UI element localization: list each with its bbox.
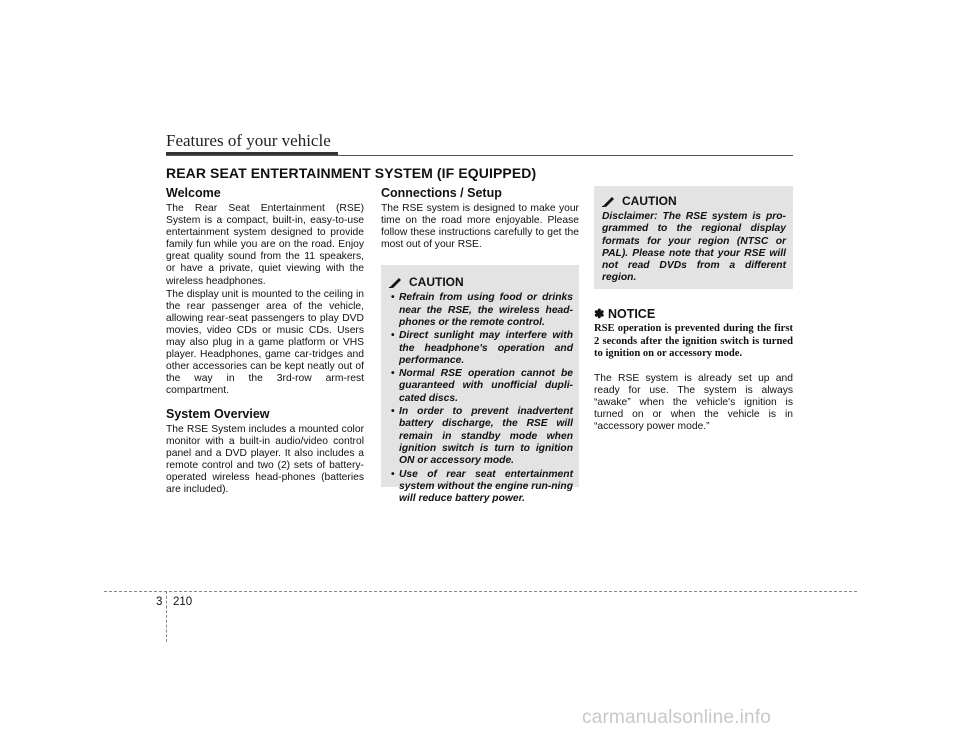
- chapter-number: 3: [156, 596, 163, 608]
- column-2: [381, 186, 579, 505]
- overview-heading: System Overview: [166, 406, 270, 421]
- notice-block: [594, 306, 793, 361]
- column-1: [166, 186, 364, 496]
- caution-item: • Use of rear seat entertainment system without the engine run-ning will reduce battery power.: [389, 469, 573, 506]
- caution-item: • In order to prevent inadvertent battery discharge, the RSE will remain in standby mode when ignition switch is turn to ignition ON or accessory mode.: [389, 406, 573, 467]
- column-3: [594, 186, 793, 433]
- overview-paragraph: The RSE System includes a mounted color monitor with a built-in audio/video control panel and a DVD player. It also includes a remote control and two (2) sets of battery-operated wireless head-phones (batteries are included).: [166, 423, 364, 495]
- caution-header-2: [602, 194, 786, 208]
- caution-box-2: [594, 186, 793, 289]
- caution-item: • Direct sunlight may interfere with the headphone's operation and performance.: [389, 330, 573, 367]
- pencil-icon: [602, 195, 616, 207]
- caution-item: • Normal RSE operation cannot be guaranteed with unofficial dupli-cated discs.: [389, 368, 573, 405]
- welcome-heading: Welcome: [166, 186, 221, 200]
- footer-rule: [104, 591, 857, 592]
- setup-heading: Connections / Setup: [381, 186, 502, 200]
- caution-label-2: CAUTION: [622, 194, 677, 208]
- notice-text: RSE operation is prevented during the first 2 seconds after the ignition switch is turned to ignition on or accessory mode.: [594, 323, 793, 360]
- pencil-icon: [389, 276, 403, 288]
- caution-header-1: [389, 275, 573, 289]
- caution-item: • Refrain from using food or drinks near the RSE, the wireless head-phones or the remote control.: [389, 292, 573, 329]
- caution-box-1: [381, 265, 579, 505]
- welcome-paragraph-1: The Rear Seat Entertainment (RSE) System is a compact, built-in, easy-to-use entertainment system designed to provide family fun while you are on the road. Enjoy great quality sound from the 11 speakers, or have a private, quiet viewing with the wireless headphones.: [166, 203, 364, 287]
- disclaimer-text: Disclaimer: The RSE system is pro-grammed to the regional display formats for your region (NTSC or PAL). Please note that your RSE will not read DVDs from a different region.: [602, 211, 786, 284]
- setup-paragraph: The RSE system is designed to make your time on the road more enjoyable. Please follow these instructions carefully to get the most out of your RSE.: [381, 203, 579, 251]
- notice-heading: ✽ NOTICE: [594, 307, 656, 321]
- section-title: REAR SEAT ENTERTAINMENT SYSTEM (IF EQUIPPED): [166, 165, 537, 181]
- watermark: carmanualsonline.info: [582, 707, 772, 728]
- footer-vertical-rule: [166, 591, 167, 642]
- setup-status-paragraph: The RSE system is already set up and ready for use. The system is always “awake” when the vehicle's ignition is turned on or when the vehicle is in “accessory power mode.”: [594, 372, 793, 433]
- caution-label-1: CAUTION: [409, 275, 464, 290]
- caution-list: [389, 292, 573, 505]
- header-rule: [166, 155, 793, 156]
- page-number: 210: [173, 596, 193, 608]
- page-header-title: Features of your vehicle: [166, 131, 331, 150]
- welcome-paragraph-2: The display unit is mounted to the ceiling in the rear passenger area of the vehicle, allowing rear-seat passengers to play DVD movies, video CDs or music CDs. Users may also plug in a game platform or VHS player. Headphones, game car-tridges and other accessories can be kept neatly out of the way in the 3rd-row arm-rest compartment.: [166, 288, 364, 397]
